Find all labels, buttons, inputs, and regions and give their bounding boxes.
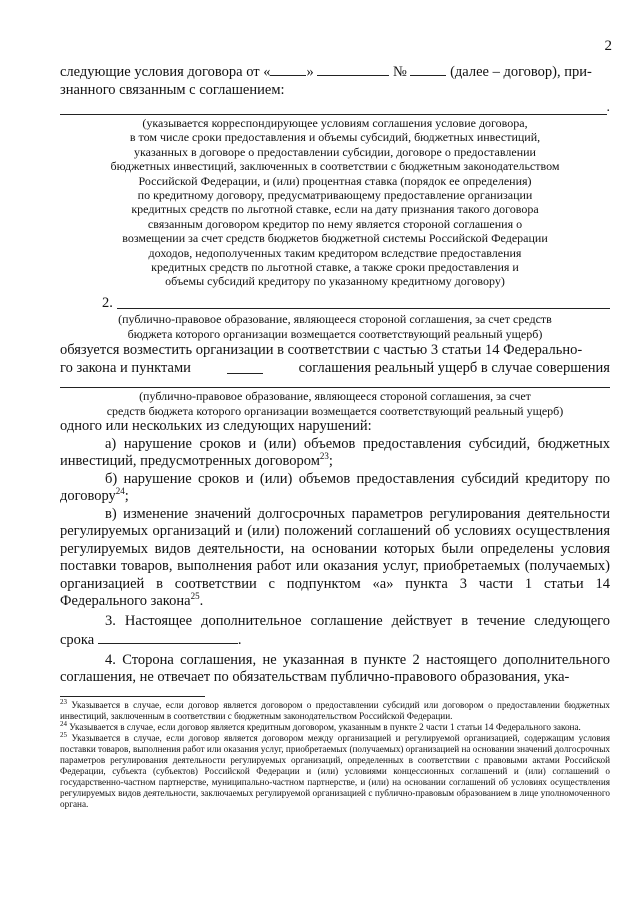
hint-line: (публично-правовое образование, являющееся стороной соглашения, за счет средств — [118, 312, 552, 327]
item-a-text: а) нарушение сроков и (или) объемов предоставления субсидий, бюджетных инвестиций, предусмотренных договором — [60, 435, 610, 469]
hint-block-1 — [60, 116, 610, 289]
law-text-a: го закона и пунктами — [60, 359, 191, 376]
intro-text: » — [306, 64, 318, 80]
hint-line: (публично-правовое образование, являющееся стороной соглашения, за счет — [139, 389, 531, 404]
item-b-end: ; — [124, 488, 129, 504]
item-3-text: 3. Настоящее дополнительное соглашение действует в течение следующего срока — [60, 612, 610, 648]
footnote-text: Указывается в случае, если договор является кредитным договором, указанным в пункте 2 части 1 статьи 14 Федерального закона. — [67, 722, 581, 732]
hint-line: возмещении за счет средств бюджетов бюджетной системы Российской Федерации — [122, 231, 548, 246]
hint-block-3 — [60, 389, 610, 418]
clause-number-blank — [227, 360, 263, 374]
party-blank-line — [60, 377, 610, 388]
footnote-ref-24: 24 — [115, 486, 125, 497]
footnote-23 — [60, 697, 610, 722]
term-blank — [98, 630, 238, 644]
one-of-paragraph: одного или нескольких из следующих нарушений: — [60, 418, 372, 434]
hint-line: по кредитному договору, предусматривающему предоставление организации — [137, 188, 533, 203]
line-end-dot: . — [606, 100, 610, 115]
footnote-ref-25: 25 — [190, 591, 200, 602]
item-c-paragraph — [60, 506, 610, 611]
law-paragraph — [60, 360, 610, 378]
item-3-end: . — [237, 632, 242, 648]
contract-number-blank — [410, 62, 446, 76]
hint-line: доходов, недополученных таким кредитором вследствие предоставления — [148, 245, 522, 260]
footnote-ref-23: 23 — [319, 451, 329, 462]
hint-line: связанным договором кредитор по нему является стороной соглашения о — [147, 216, 523, 231]
item-4-paragraph: 4. Сторона соглашения, не указанная в пункте 2 настоящего дополнительного соглашения, не отвечает по обязательствам публично-правового образования, ука- — [60, 651, 610, 685]
date-day-blank — [270, 62, 306, 76]
footnote-text: Указывается в случае, если договор является договором между организацией и регулируемой организацией, содержащим условия поставки товаров, выполнения работ или оказания услуг, приобретаемых (получаемых) организацией на основании значений долгосрочных параметров регулирования деятельности регулируемых организаций, определенных в соответствии с правовыми актами Российской Федерации, субъекта (субъектов) Российской Федерации и (или) условиями концессионных соглашений и (или) соглашений о государственно-частном партнерстве, муниципально-частном партнерстве, и (или) на основании соглашений об условиях осуществления регулируемых видов деятельности, заключаемых регулируемой организацией с публично-правовым образованием в лице уполномоченного органа. — [60, 733, 610, 809]
hint-line: указанных в договоре о предоставлении субсидии, договоре о предоставлении — [134, 144, 536, 159]
intro-text: № — [389, 64, 411, 80]
item-3-paragraph — [60, 613, 610, 650]
hint-line: бюджета которого организации возмещается соответствующий реальный ущерб) — [127, 326, 543, 341]
hint-line: кредитных средств по льготной ставке, а также сроки предоставления и — [151, 260, 519, 275]
document-body — [60, 62, 610, 687]
law-text-b: соглашения реальный ущерб в случае совершения — [298, 359, 610, 376]
footnote-24 — [60, 719, 610, 733]
hint-line: бюджетных инвестиций, заключенных в соответствии с бюджетным законодательством — [110, 159, 560, 174]
intro-text: следующие условия договора от « — [60, 64, 271, 80]
footnote-number: 23 — [60, 697, 67, 706]
footnotes — [60, 696, 610, 810]
item-2-label: 2. — [102, 294, 113, 311]
item-b-paragraph — [60, 471, 610, 506]
item-2-blank-line — [117, 300, 610, 309]
item-b-text: б) нарушение сроков и (или) объемов предоставления субсидий кредитору по договору — [60, 470, 610, 504]
item-c-text: в) изменение значений долгосрочных параметров регулирования деятельности регулируемых организаций и (или) положений соглашений об условиях осуществления регулируемых видов деятельности, на основании которых были определены условия поставки товаров, выполнения работ или оказания услуг, приобретаемых (получаемых) организацией в соответствии с подпунктом «а» пункта 3 части 1 статьи 14 Федерального закона — [60, 505, 610, 609]
intro-text: (далее – договор), при- — [446, 64, 592, 80]
condition-blank-row — [60, 101, 610, 115]
footnote-number: 24 — [60, 719, 67, 728]
item-a-end: ; — [328, 453, 333, 469]
hint-line: средств бюджета которого организации возмещается соответствующий реальный ущерб) — [106, 403, 564, 418]
item-a-paragraph — [60, 436, 610, 471]
intro-line-2: знанного связанным с соглашением: — [60, 81, 285, 98]
item-c-end: . — [199, 593, 204, 609]
hint-line: Российской Федерации, и (или) процентная ставка (порядок ее определения) — [138, 173, 532, 188]
condition-blank-line — [60, 102, 607, 115]
page-number: 2 — [604, 38, 612, 54]
footnote-separator — [60, 696, 205, 697]
hint-line: кредитных средств по льготной ставке, если на дату признания такого договора — [131, 202, 539, 217]
item-2-row — [60, 295, 610, 313]
footnote-number: 25 — [60, 730, 67, 739]
date-month-blank — [317, 62, 389, 76]
hint-block-2 — [60, 312, 610, 341]
obliges-paragraph: обязуется возместить организации в соответствии с частью 3 статьи 14 Федерально- — [60, 342, 583, 359]
hint-line: в том числе сроки предоставления и объемы субсидий, бюджетных инвестиций, — [129, 130, 541, 145]
intro-paragraph — [60, 62, 610, 82]
hint-line: (указывается корреспондирующее условиям соглашения условие договора, — [142, 116, 528, 130]
hint-line: объемы субсидий кредитору по указанному кредитному договору) — [165, 274, 505, 289]
footnote-25 — [60, 730, 610, 810]
footnote-text: Указывается в случае, если договор является договором о предоставлении субсидий или договором о предоставлении бюджетных инвестиций, заключенным в соответствии с бюджетным законодательством Российской Федерации. — [60, 700, 610, 721]
